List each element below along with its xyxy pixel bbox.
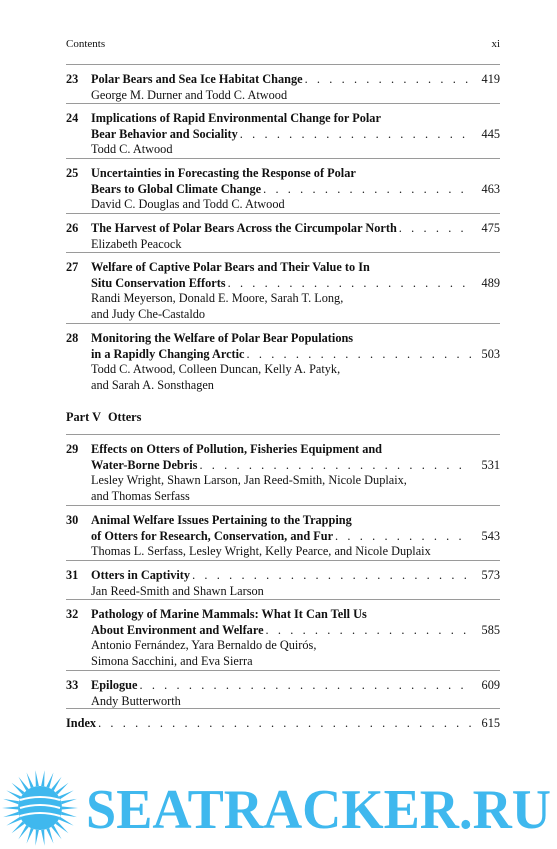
chapter-number: 24 [66,111,79,125]
chapter-authors: and Judy Che-Castaldo [91,306,206,321]
divider [66,103,500,104]
chapter-page: 489 [481,275,500,290]
chapter-title-line: Effects on Otters of Pollution, Fisheries Equipment and [91,442,383,456]
dot-leader [228,276,471,292]
divider [66,252,500,253]
chapter-title-line: of Otters for Research, Conservation, and Fur [91,528,334,543]
chapter-page: 573 [481,568,500,582]
chapter-title-line: Implications of Rapid Environmental Change for Polar [91,111,381,125]
chapter-authors: Antonio Fernández, Yara Bernaldo de Quirós, [91,638,317,653]
chapter-page: 531 [481,457,500,472]
chapter-page: 609 [481,678,500,692]
chapter-number: 27 [66,260,79,274]
dot-leader [199,458,471,474]
chapter-title-line: Pathology of Marine Mammals: What It Can Tell Us [91,607,367,621]
chapter-authors: Thomas L. Serfass, Lesley Wright, Kelly Pearce, and Nicole Duplaix [91,544,431,559]
chapter-title-line: Otters in Captivity [91,568,191,582]
part-label: Part V [66,410,101,424]
chapter-title-line: Epilogue [91,678,138,692]
dot-leader [263,182,471,198]
chapter-number: 30 [66,513,79,527]
chapter-title-line: Polar Bears and Sea Ice Habitat Change [91,72,303,86]
chapter-number: 25 [66,166,79,180]
chapter-title-line: Monitoring the Welfare of Polar Bear Populations [91,331,354,345]
chapter-number: 29 [66,442,79,456]
chapter-authors: Todd C. Atwood [91,142,173,157]
divider [66,708,500,709]
divider [66,670,500,671]
chapter-number: 33 [66,678,79,692]
dot-leader [139,678,471,694]
chapter-title-line: The Harvest of Polar Bears Across the Circumpolar North [91,221,397,235]
chapter-number: 26 [66,221,79,235]
divider [66,64,500,65]
divider [66,213,500,214]
dot-leader [335,529,471,545]
header-section-title: Contents [66,38,106,50]
chapter-authors: David C. Douglas and Todd C. Atwood [91,197,285,212]
chapter-authors: and Thomas Serfass [91,488,190,503]
chapter-title-line: About Environment and Welfare [91,622,264,637]
sun-logo-icon [2,770,78,845]
chapter-title-line: Animal Welfare Issues Pertaining to the Trapping [91,513,352,527]
dot-leader [98,716,471,732]
index-label: Index [66,716,97,730]
divider [66,158,500,159]
chapter-title-line: Welfare of Captive Polar Bears and Their Value to In [91,260,370,274]
chapter-page: 463 [481,181,500,196]
divider [66,323,500,324]
part-heading [66,410,141,425]
divider [66,434,500,435]
chapter-authors: Simona Sacchini, and Eva Sierra [91,653,253,668]
chapter-title-line: Uncertainties in Forecasting the Response of Polar [91,166,356,180]
chapter-authors: George M. Durner and Todd C. Atwood [91,87,288,102]
running-header [66,38,500,52]
divider [66,505,500,506]
dot-leader [192,568,471,584]
header-page-number: xi [491,38,500,50]
chapter-page: 585 [481,622,500,637]
chapter-authors: Lesley Wright, Shawn Larson, Jan Reed-Smith, Nicole Duplaix, [91,473,407,488]
index-page: 615 [481,716,500,730]
chapter-title-line: Bears to Global Climate Change [91,181,262,196]
chapter-authors: Jan Reed-Smith and Shawn Larson [91,583,264,598]
chapter-number: 31 [66,568,79,582]
divider [66,599,500,600]
chapter-number: 32 [66,607,79,621]
chapter-page: 503 [481,346,500,361]
chapter-title-line: in a Rapidly Changing Arctic [91,346,245,361]
toc-entry-index[interactable] [66,716,500,732]
dot-leader [247,347,471,363]
watermark-text: SEATRACKER.RU [86,779,551,841]
watermark [0,762,557,849]
chapter-number: 28 [66,331,79,345]
dot-leader [399,221,471,237]
chapter-authors: Todd C. Atwood, Colleen Duncan, Kelly A. Patyk, [91,362,341,377]
chapter-page: 475 [481,221,500,235]
part-title: Otters [107,410,142,424]
chapter-authors: and Sarah A. Sonsthagen [91,377,214,392]
divider [66,560,500,561]
dot-leader [266,623,471,639]
dot-leader [240,127,471,143]
chapter-authors: Elizabeth Peacock [91,236,182,251]
chapter-title-line: Water-Borne Debris [91,457,198,472]
chapter-page: 419 [481,72,500,86]
chapter-number: 23 [66,72,79,86]
chapter-authors: Randi Meyerson, Donald E. Moore, Sarah T. Long, [91,291,344,306]
chapter-title-line: Situ Conservation Efforts [91,275,226,290]
chapter-page: 543 [481,528,500,543]
dot-leader [305,72,471,88]
chapter-title-line: Bear Behavior and Sociality [91,126,238,141]
chapter-page: 445 [481,126,500,141]
chapter-authors: Andy Butterworth [91,693,181,708]
